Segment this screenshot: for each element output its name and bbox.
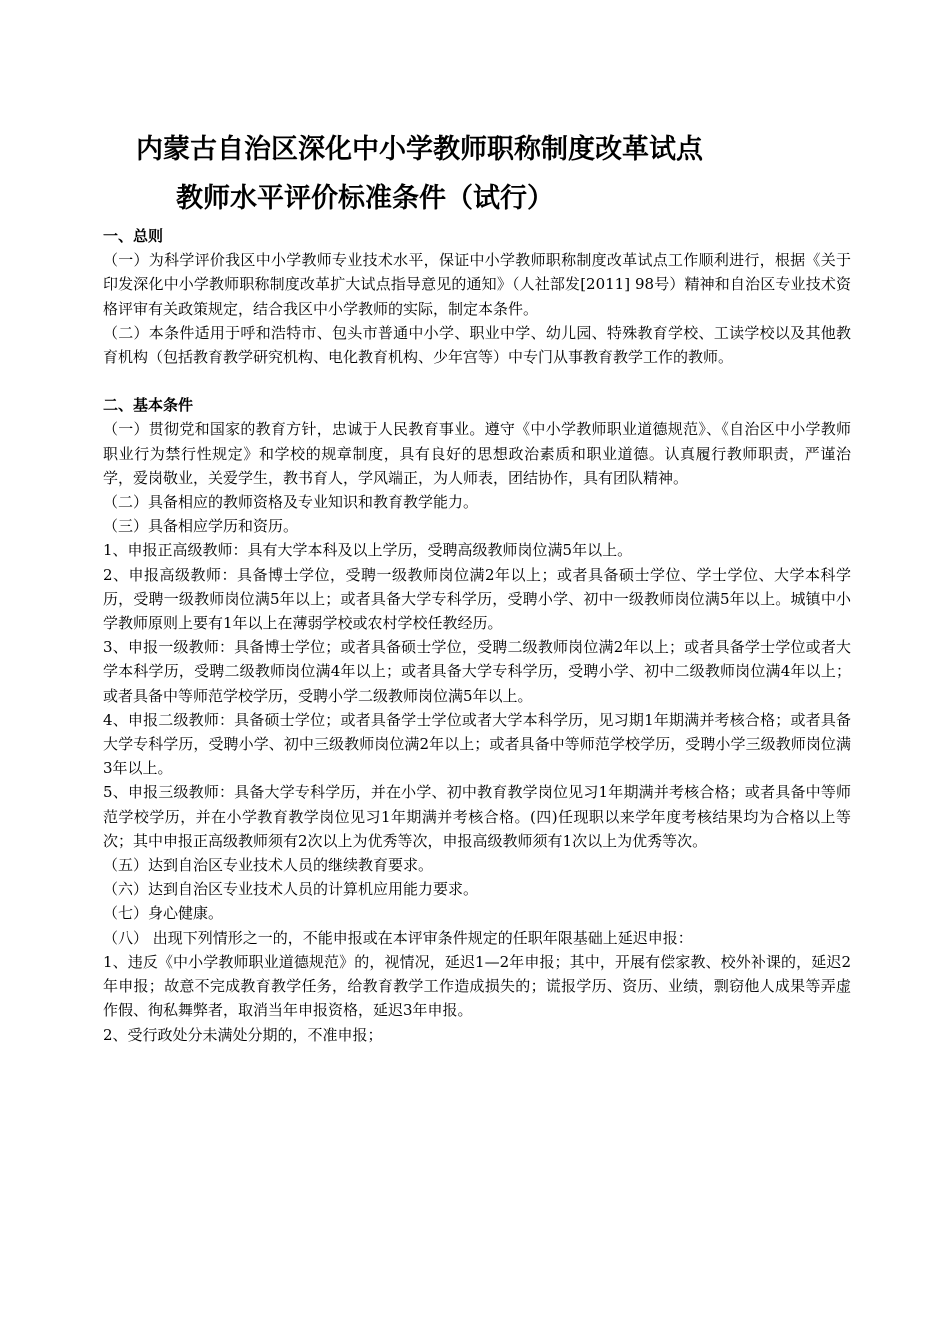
paragraph: 2、受行政处分未满处分期的，不准申报； xyxy=(103,1025,383,1044)
paragraph: （三）具备相应学历和资历。 xyxy=(103,517,299,536)
paragraph: （八） 出现下列情形之一的，不能申报或在本评审条件规定的任职年限基础上延迟申报： xyxy=(103,928,693,947)
paragraph: （七）身心健康。 xyxy=(103,904,224,923)
document-title-line-1: 内蒙古自治区深化中小学教师职称制度改革试点 xyxy=(136,134,703,165)
paragraph: （二）本条件适用于呼和浩特市、包头市普通中小学、职业中学、幼儿园、特殊教育学校、工读学校以及其他教育机构（包括教育教学研究机构、电化教育机构、少年宫等）中专门从事教育教学工作的教师。 xyxy=(103,323,851,367)
section-heading-basic-conditions: 二、基本条件 xyxy=(103,396,194,415)
paragraph: （二）具备相应的教师资格及专业知识和教育教学能力。 xyxy=(103,493,479,512)
document-body xyxy=(103,224,851,1047)
paragraph: （一）为科学评价我区中小学教师专业技术水平，保证中小学教师职称制度改革试点工作顺利进行，根据《关于印发深化中小学教师职称制度改革扩大试点指导意见的通知》（人社部发[2011] 98号）精神和自治区专业技术资格评审有关政策规定，结合我区中小学教师的实际，制定本条件。 xyxy=(103,251,851,318)
paragraph: 3、申报一级教师：具备博士学位；或者具备硕士学位，受聘二级教师岗位满2年以上；或者具备学士学位或者大学本科学历，受聘二级教师岗位满4年以上；或者具备大学专科学历，受聘小学、初中二级教师岗位满4年以上；或者具备中等师范学校学历，受聘小学二级教师岗位满5年以上。 xyxy=(103,638,851,705)
document-title-line-2: 教师水平评价标准条件（试行） xyxy=(176,183,554,214)
paragraph: （六）达到自治区专业技术人员的计算机应用能力要求。 xyxy=(103,880,479,899)
paragraph: 1、申报正高级教师：具有大学本科及以上学历，受聘高级教师岗位满5年以上。 xyxy=(103,541,633,560)
paragraph: 1、违反《中小学教师职业道德规范》的，视情况，延迟1—2年申报；其中，开展有偿家教、校外补课的，延迟2年申报；故意不完成教育教学任务，给教育教学工作造成损失的；谎报学历、资历、业绩，剽窃他人成果等弄虚作假、徇私舞弊者，取消当年申报资格，延迟3年申报。 xyxy=(103,952,851,1020)
paragraph: 2、申报高级教师：具备博士学位，受聘一级教师岗位满2年以上；或者具备硕士学位、学士学位、大学本科学历，受聘一级教师岗位满5年以上；或者具备大学专科学历，受聘小学、初中一级教师岗位满5年以上。城镇中小学教师原则上要有1年以上在薄弱学校或农村学校任教经历。 xyxy=(103,565,851,633)
paragraph: 4、申报二级教师：具备硕士学位；或者具备学士学位或者大学本科学历，见习期1年期满并考核合格；或者具备大学专科学历，受聘小学、初中三级教师岗位满2年以上；或者具备中等师范学校学历，受聘小学三级教师岗位满3年以上。 xyxy=(103,710,851,778)
paragraph: 5、申报三级教师：具备大学专科学历，并在小学、初中教育教学岗位见习1年期满并考核合格；或者具备中等师范学校学历，并在小学教育教学岗位见习1年期满并考核合格。(四)任现职以来学年度考核结果均为合格以上等次；其中申报正高级教师须有2次以上为优秀等次，申报高级教师须有1次以上为优秀等次。 xyxy=(103,783,851,850)
section-heading-general: 一、总则 xyxy=(103,227,164,245)
paragraph-gap xyxy=(103,369,851,393)
paragraph: （五）达到自治区专业技术人员的继续教育要求。 xyxy=(103,856,434,875)
paragraph: （一）贯彻党和国家的教育方针，忠诚于人民教育事业。遵守《中小学教师职业道德规范》、《自治区中小学教师职业行为禁行性规定》和学校的规章制度，具有良好的思想政治素质和职业道德。认真履行教师职责，严谨治学，爱岗敬业，关爱学生，教书育人，学风端正，为人师表，团结协作，具有团队精神。 xyxy=(103,420,851,487)
